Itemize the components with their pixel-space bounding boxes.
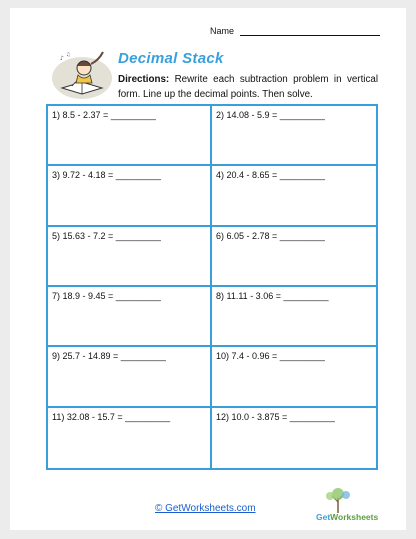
problem-cell-6: 6) 6.05 - 2.78 = _________ (212, 227, 376, 287)
name-blank-line (240, 35, 380, 36)
problem-cell-7: 7) 18.9 - 9.45 = _________ (48, 287, 212, 347)
getworksheets-logo (316, 486, 386, 524)
problem-cell-8: 8) 11.11 - 3.06 = _________ (212, 287, 376, 347)
problem-cell-12: 12) 10.0 - 3.875 = _________ (216, 411, 335, 422)
student-reading-illustration (50, 48, 118, 100)
name-field (210, 26, 380, 36)
problem-cell-10: 10) 7.4 - 0.96 = _________ (212, 347, 376, 407)
worksheet-page (10, 8, 406, 530)
problem-cell-9: 9) 25.7 - 14.89 = _________ (48, 347, 212, 407)
logo-word-get: Get (316, 512, 331, 522)
svg-text:♫: ♫ (66, 52, 71, 58)
problem-cell-5: 5) 15.63 - 7.2 = _________ (48, 227, 212, 287)
directions-text: Rewrite each subtraction problem in vertical form. Line up the decimal points. Then solve. (118, 74, 378, 100)
problem-cell-1: 1) 8.5 - 2.37 = _________ (48, 106, 212, 166)
problem-cell-4: 4) 20.4 - 8.65 = _________ (212, 166, 376, 226)
directions-paragraph (118, 72, 378, 102)
problem-cell-11: 11) 32.08 - 15.7 = _________ (48, 408, 212, 468)
name-label: Name (210, 26, 235, 36)
getworksheets-link[interactable]: © GetWorksheets.com (155, 503, 256, 514)
directions-label: Directions: (118, 74, 170, 85)
problem-cell-3: 3) 9.72 - 4.18 = _________ (48, 166, 212, 226)
svg-text:♪: ♪ (60, 55, 64, 62)
logo-wordmark (316, 512, 378, 522)
problem-cell-2: 2) 14.08 - 5.9 = _________ (212, 106, 376, 166)
tree-logo-icon (316, 486, 386, 514)
problem-grid (46, 104, 378, 470)
worksheet-title: Decimal Stack (118, 50, 224, 67)
logo-word-worksheets: Worksheets (330, 512, 379, 522)
